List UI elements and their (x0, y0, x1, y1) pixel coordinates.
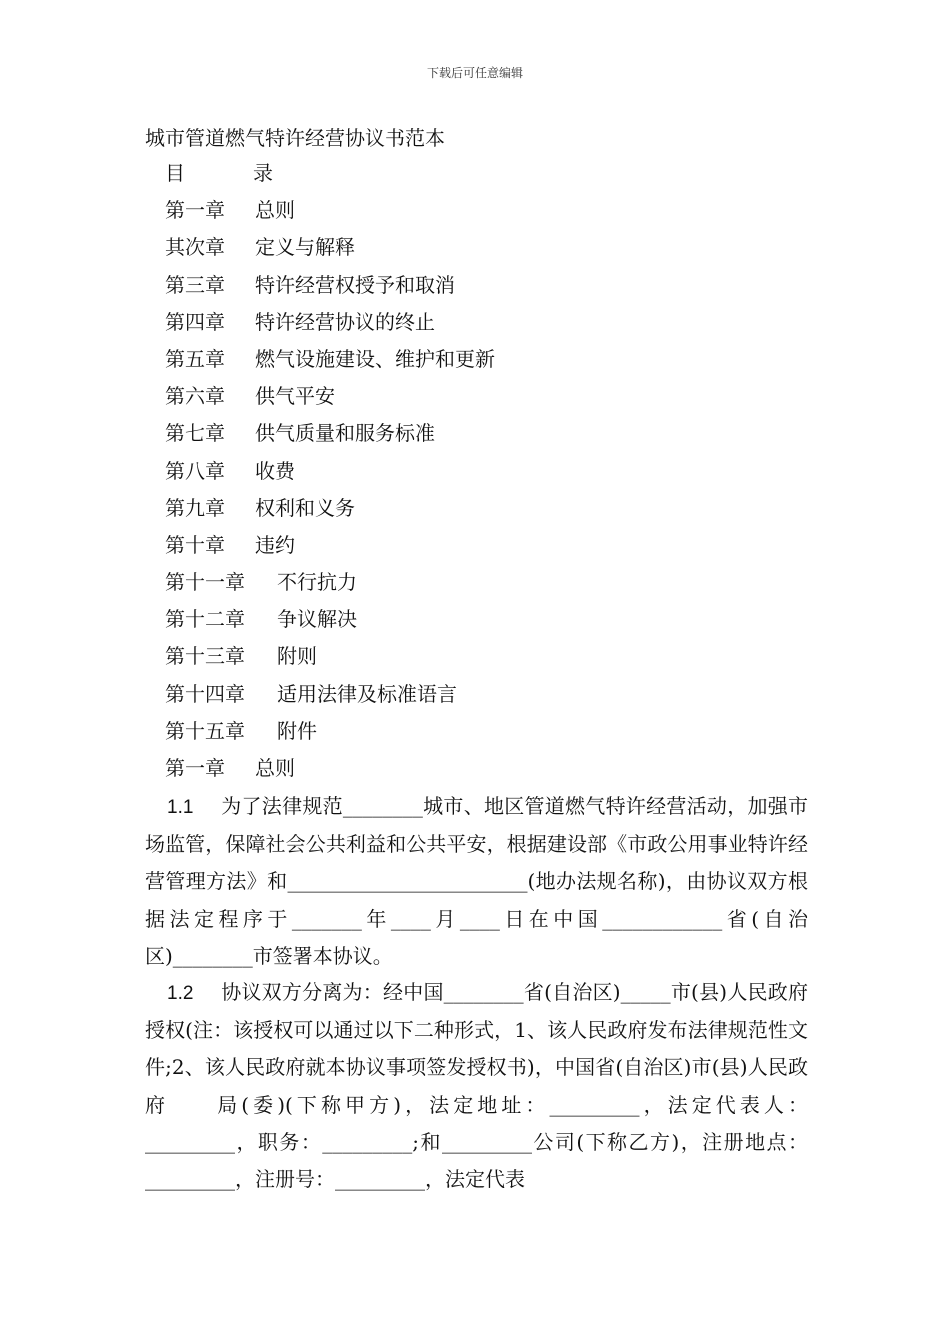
section-heading (165, 750, 495, 787)
toc-chapter: 第十五章 (165, 718, 245, 743)
toc-title: 附件 (277, 718, 317, 743)
toc-chapter: 第四章 (165, 309, 225, 334)
toc-item (165, 341, 495, 378)
toc-title: 总则 (255, 198, 295, 223)
toc-item (165, 676, 495, 713)
toc-chapter: 第三章 (165, 272, 225, 297)
toc-heading-title: 录 (253, 161, 273, 185)
table-of-contents (165, 155, 495, 787)
toc-chapter: 其次章 (165, 235, 225, 260)
toc-title: 燃气设施建设、维护和更新 (255, 346, 495, 371)
paragraph-number: 1.1 (167, 797, 194, 818)
toc-chapter: 第十三章 (165, 644, 245, 669)
toc-chapter: 第八章 (165, 458, 225, 483)
toc-title: 权利和义务 (255, 495, 355, 520)
section-chapter: 第一章 (165, 756, 225, 780)
toc-title: 收费 (255, 458, 295, 483)
toc-item (165, 713, 495, 750)
toc-title: 定义与解释 (255, 235, 355, 260)
section-title: 总则 (255, 756, 295, 780)
toc-title: 违约 (255, 532, 295, 557)
toc-item (165, 490, 495, 527)
document-title: 城市管道燃气特许经营协议书范本 (145, 126, 445, 150)
toc-title: 适用法律及标准语言 (277, 681, 457, 706)
toc-item (165, 453, 495, 490)
toc-item (165, 378, 495, 415)
toc-chapter: 第五章 (165, 346, 225, 371)
page-header: 下载后可任意编辑 (426, 66, 523, 80)
toc-chapter: 第七章 (165, 421, 225, 446)
toc-title: 争议解决 (277, 607, 357, 632)
toc-chapter: 第十章 (165, 532, 225, 557)
toc-title: 不行抗力 (277, 570, 357, 595)
toc-chapter: 第一章 (165, 198, 225, 223)
toc-item (165, 267, 495, 304)
toc-title: 特许经营协议的终止 (255, 309, 435, 334)
paragraph-number: 1.2 (167, 983, 194, 1004)
toc-heading (165, 155, 495, 192)
paragraph-1-1 (145, 788, 808, 975)
toc-chapter: 第十一章 (165, 570, 245, 595)
toc-item (165, 229, 495, 266)
toc-item (165, 527, 495, 564)
toc-heading-label: 目 (165, 161, 185, 185)
toc-title: 附则 (277, 644, 317, 669)
toc-item (165, 415, 495, 452)
paragraph-text: 为了法律规范________城市、地区管道燃气特许经营活动，加强市场监管，保障社会公共利益和公共平安，根据建设部《市政公用事业特许经营管理方法》和________________________(地办法规名称)，由协议双方根据法定程序于_______年____月____日在中国____________省(自治区)________市签署本协议。 (145, 794, 808, 968)
toc-chapter: 第十四章 (165, 681, 245, 706)
toc-item (165, 304, 495, 341)
paragraph-text: 协议双方分离为：经中国________省(自治区)_____市(县)人民政府授权(注：该授权可以通过以下二种形式，1、该人民政府发布法律规范性文件;2、该人民政府就本协议事项签发授权书)，中国省(自治区)市(县)人民政府 局(委)(下称甲方)，法定地址：_________，法定代表人：_________，职务：_________;和_________公司(下称乙方)，注册地点：_________，注册号：_________，法定代表 (145, 980, 808, 1192)
toc-item (165, 564, 495, 601)
toc-title: 供气质量和服务标准 (255, 421, 435, 446)
toc-item (165, 601, 495, 638)
toc-chapter: 第九章 (165, 495, 225, 520)
toc-item (165, 638, 495, 675)
toc-chapter: 第六章 (165, 384, 225, 409)
toc-title: 供气平安 (255, 384, 335, 409)
toc-title: 特许经营权授予和取消 (255, 272, 455, 297)
toc-chapter: 第十二章 (165, 607, 245, 632)
toc-item (165, 192, 495, 229)
paragraph-1-2 (145, 974, 808, 1198)
